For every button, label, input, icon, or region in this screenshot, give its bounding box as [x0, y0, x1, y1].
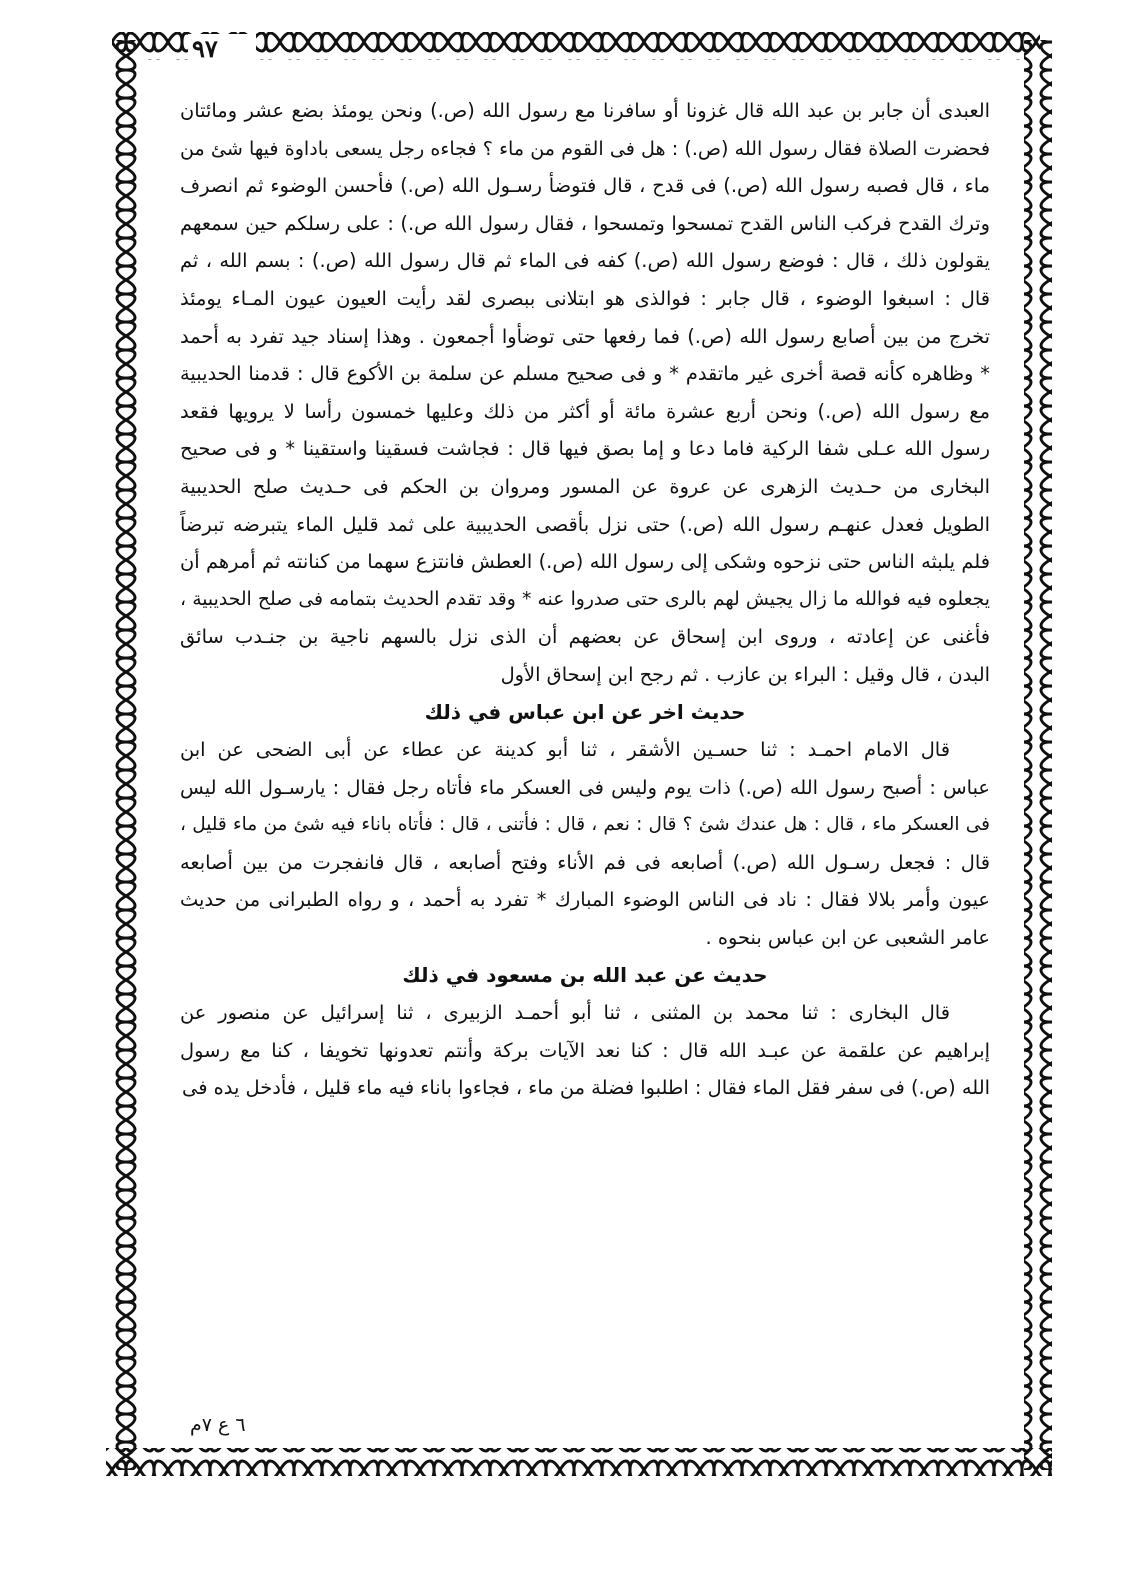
text-line: عامر الشعبى عن ابن عباس بنحوه .: [705, 926, 990, 950]
text-line: وترك القدح فركب الناس القدح تمسحوا وتمسحوا ، فقال رسول الله ص.) : على رسلكم حين سمعهم: [180, 211, 990, 235]
text-line: ماء ، قال فصبه رسول الله (ص.) فى قدح ، قال فتوضأ رسـول الله (ص.) فأحسن الوضوء ثم انصرف: [180, 174, 990, 198]
text-line: فحضرت الصلاة فقال رسول الله (ص.) : هل فى القوم من ماء ؟ فجاءه رجل يسعى باداوة فيها شئ من: [180, 136, 990, 160]
text-line: قال : فجعل رسـول الله (ص.) أصابعه فى فم الأناء وفتح أصابعه ، قال فانفجرت من بين أصابعه: [180, 850, 990, 874]
text-line: البخارى من حـديث الزهرى عن عروة عن المسور ومروان بن الحكم فى حـديث صلح الحديبية: [180, 474, 990, 498]
text-line: إبراهيم عن علقمة عن عبـد الله قال : كنا نعد الآيات بركة وأنتم تعدونها تخويفا ، كنا مع رسول: [180, 1038, 990, 1062]
text-line: تخرج من بين أصابع رسول الله (ص.) فما رفعها حتى توضأوا أجمعون . وهذا إسناد جيد تفرد به أحمد: [180, 324, 990, 348]
text-line: العبدى أن جابر بن عبد الله قال غزونا أو سافرنا مع رسول الله (ص.) ونحن يومئذ بضع عشر ومائتان: [180, 99, 990, 122]
page-number: ٩٧: [188, 34, 256, 64]
text-line: رسول الله عـلى شفا الركية فاما دعا و إما بصق فيها قال : فجاشت فسقينا واستقينا * و فى صحيح: [180, 437, 990, 461]
border-right: [1024, 40, 1052, 1470]
text-line: فأغنى عن إعادته ، وروى ابن إسحاق عن بعضهم أن الذى نزل بالسهم ناجية بن جنـدب سائق: [180, 625, 990, 649]
page-body: [180, 92, 990, 1452]
section-heading: حديث عن عبد الله بن مسعود في ذلك: [402, 962, 768, 987]
text-line: عيون وأمر بلالا فقال : ناد فى الناس الوضوء المبارك * تفرد به أحمد ، و رواه الطبرانى من حديث: [180, 888, 990, 912]
border-left: [112, 40, 140, 1470]
section-heading: حديث اخر عن ابن عباس في ذلك: [424, 699, 746, 724]
text-line: قال الامام احمـد : ثنا حسـين الأشقر ، ثنا أبو كدينة عن عطاء عن أبى الضحى عن ابن: [180, 738, 950, 762]
border-bottom: [106, 1448, 1052, 1476]
text-line: الطويل فعدل عنهـم رسول الله (ص.) حتى نزل بأقصى الحديبية على ثمد قليل الماء يتبرضه تبرضاً: [180, 512, 990, 536]
text-line: مع رسول الله (ص.) ونحن أربع عشرة مائة أو أكثر من ذلك وعليها خمسون رأسا لا يرويها فقعد: [180, 399, 990, 423]
text-line: فى العسكر ماء ، قال : هل عندك شئ ؟ قال : نعم ، قال : فأتنى ، قال : فأتاه باناء فيه شئ من ماء قليل ،: [180, 814, 990, 836]
printer-signature: ٦ ع ٧م: [190, 1414, 246, 1436]
text-line: قال البخارى : ثنا محمد بن المثنى ، ثنا أبو أحمـد الزبيرى ، ثنا إسرائيل عن منصور عن: [180, 1001, 950, 1025]
text-line: قال : اسبغوا الوضوء ، قال جابر : فوالذى هو ابتلانى ببصرى لقد رأيت العيون عيون المـاء يومئذ: [180, 286, 990, 310]
text-line: الله (ص.) فى سفر فقل الماء فقال : اطلبوا فضلة من ماء ، فجاءوا باناء فيه ماء قليل ، فأدخل يده فى: [182, 1076, 990, 1100]
text-line: عباس : أصبح رسول الله (ص.) ذات يوم وليس فى العسكر ماء فأتاه رجل فقال : يارسـول الله ليس: [180, 775, 990, 799]
text-line: البدن ، قال وقيل : البراء بن عازب . ثم رجح ابن إسحاق الأول: [500, 662, 990, 686]
text-line: يقولون ذلك ، قال : فوضع رسول الله (ص.) كفه فى الماء ثم قال رسول الله (ص.) : بسم الله ، ثم: [180, 249, 990, 273]
text-line: * وظاهره كأنه قصة أخرى غير ماتقدم * و فى صحيح مسلم عن سلمة بن الأكوع قال : قدمنا الحديبية: [180, 362, 990, 386]
text-line: يجعلوه فيه فوالله ما زال يجيش لهم بالرى حتى صدروا عنه * وقد تقدم الحديث بتمامه فى صلح الحديبية ،: [180, 588, 990, 610]
text-line: فلم يلبثه الناس حتى نزحوه وشكى إلى رسول الله (ص.) العطش فانتزع سهما من كنانته ثم أمرهم أن: [180, 550, 990, 574]
